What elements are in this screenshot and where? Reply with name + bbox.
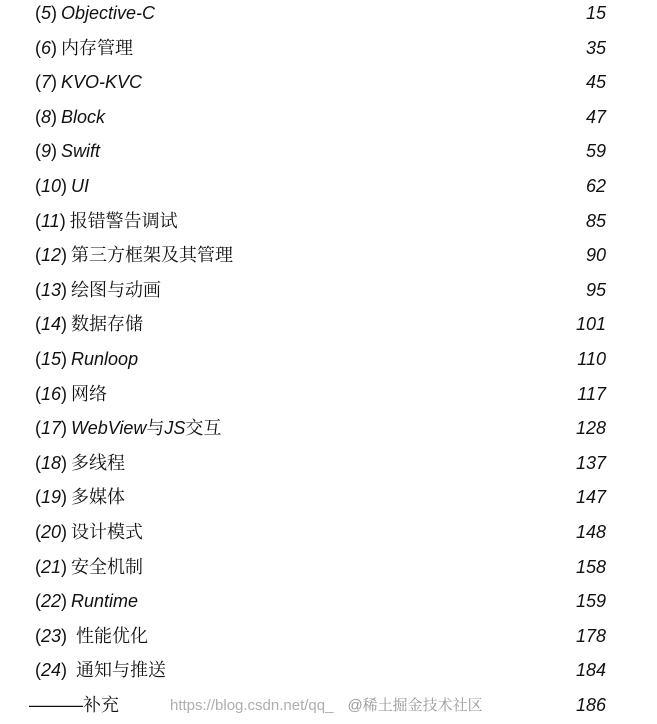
toc-entry[interactable] xyxy=(35,102,606,132)
toc-entry-page: 95 xyxy=(585,279,606,300)
toc-entry-number: (12) xyxy=(35,245,68,266)
toc-entry-number: (20) xyxy=(35,522,68,542)
toc-entry-number: (14) xyxy=(35,314,68,335)
toc-entry-number: (19) xyxy=(35,487,68,508)
toc-entry-page: 159 xyxy=(575,591,606,612)
toc-entry-number: (21) xyxy=(35,556,68,577)
toc-entry[interactable] xyxy=(35,379,606,409)
toc-entry-title: UI xyxy=(71,176,90,196)
toc-entry-number: (5) xyxy=(35,3,58,23)
toc-entry-page: 184 xyxy=(575,660,606,681)
toc-entry-page: 35 xyxy=(585,37,606,58)
toc-entry[interactable] xyxy=(35,344,606,374)
toc-entry-title: 网络 xyxy=(71,383,108,404)
toc-entry[interactable] xyxy=(35,655,606,685)
toc-entry-page: 148 xyxy=(575,522,606,542)
toc-entry-number: (6) xyxy=(35,37,58,58)
toc-entry[interactable] xyxy=(35,621,606,651)
toc-entry[interactable] xyxy=(35,517,606,547)
toc-entry-title: 数据存储 xyxy=(71,314,144,335)
toc-entry[interactable] xyxy=(35,240,606,270)
toc-entry-number: (13) xyxy=(35,279,68,300)
toc-entry-page: 101 xyxy=(575,314,606,335)
toc-entry-title: 多线程 xyxy=(71,452,126,473)
toc-entry-page: 85 xyxy=(585,210,606,231)
toc-entry-title: 多媒体 xyxy=(71,487,126,508)
toc-entry-page: 186 xyxy=(575,695,606,715)
toc-entry-title: Objective-C xyxy=(61,3,156,23)
toc-entry-page: 62 xyxy=(585,176,606,196)
toc-entry[interactable] xyxy=(35,171,606,201)
toc-entry-number: (10) xyxy=(35,176,68,196)
toc-entry-title: ———补充 xyxy=(29,695,119,715)
toc-entry-page: 59 xyxy=(585,141,606,162)
toc-entry-title: 通知与推送 xyxy=(71,660,167,681)
toc-entry[interactable] xyxy=(35,0,606,28)
toc-entry[interactable] xyxy=(35,309,606,339)
toc-entry-title: Block xyxy=(61,106,106,127)
toc-entry-title: 内存管理 xyxy=(61,37,134,58)
toc-entry-number: (16) xyxy=(35,383,68,404)
toc-entry-title: KVO-KVC xyxy=(61,72,143,93)
toc-entry[interactable] xyxy=(35,586,606,616)
toc-entry-page: 158 xyxy=(575,556,606,577)
toc-entry-number: (9) xyxy=(35,141,58,162)
toc-entry[interactable] xyxy=(35,67,606,97)
toc-entry-page: 110 xyxy=(577,349,606,369)
watermark-brand: @稀土掘金技术社区 xyxy=(347,697,483,714)
toc-entry-number: (15) xyxy=(35,349,68,369)
toc-entry-page: 178 xyxy=(575,625,606,646)
toc-entry[interactable] xyxy=(35,206,606,236)
toc-entry[interactable] xyxy=(35,275,606,305)
toc-entry-title: Swift xyxy=(61,141,101,162)
toc-entry-title: 安全机制 xyxy=(71,556,144,577)
watermark xyxy=(170,696,483,716)
toc-entry-page: 47 xyxy=(585,106,606,127)
toc-entry-title: 第三方框架及其管理 xyxy=(71,245,234,266)
toc-entry-number: (23) xyxy=(35,625,68,646)
toc-entry-number: (7) xyxy=(35,72,58,93)
toc-entry-number: (8) xyxy=(35,106,58,127)
toc-entry-title: 绘图与动画 xyxy=(71,279,162,300)
toc-entry-page: 90 xyxy=(585,245,606,266)
toc-entry-number: (17) xyxy=(35,418,68,439)
toc-entry-title: Runtime xyxy=(71,591,139,612)
toc-entry[interactable] xyxy=(35,482,606,512)
toc-entry-title: 性能优化 xyxy=(71,625,149,646)
toc-entry-title: 报错警告调试 xyxy=(69,210,178,231)
toc-entry-page: 137 xyxy=(575,452,606,473)
toc-entry-page: 45 xyxy=(585,72,606,93)
toc-entry-title: 设计模式 xyxy=(71,522,144,542)
toc-entry[interactable] xyxy=(35,413,606,443)
toc-entry-number: (18) xyxy=(35,452,68,473)
toc-entry-title: Runloop xyxy=(71,349,139,369)
toc-entry-number: (24) xyxy=(35,660,68,681)
watermark-url: https://blog.csdn.net/qq_ xyxy=(170,697,334,714)
toc-entry-page: 117 xyxy=(577,383,606,404)
toc-entry[interactable] xyxy=(35,33,606,63)
toc-entry-page: 15 xyxy=(585,3,606,23)
toc-entry-number: (22) xyxy=(35,591,68,612)
toc-entry[interactable] xyxy=(35,448,606,478)
toc-entry-page: 147 xyxy=(575,487,606,508)
toc-entry[interactable] xyxy=(35,552,606,582)
toc-entry[interactable] xyxy=(35,136,606,166)
toc-entry-number: (11) xyxy=(35,210,66,231)
toc-entry-page: 128 xyxy=(575,418,606,439)
toc-entry-title: WebView与JS交互 xyxy=(71,418,222,439)
